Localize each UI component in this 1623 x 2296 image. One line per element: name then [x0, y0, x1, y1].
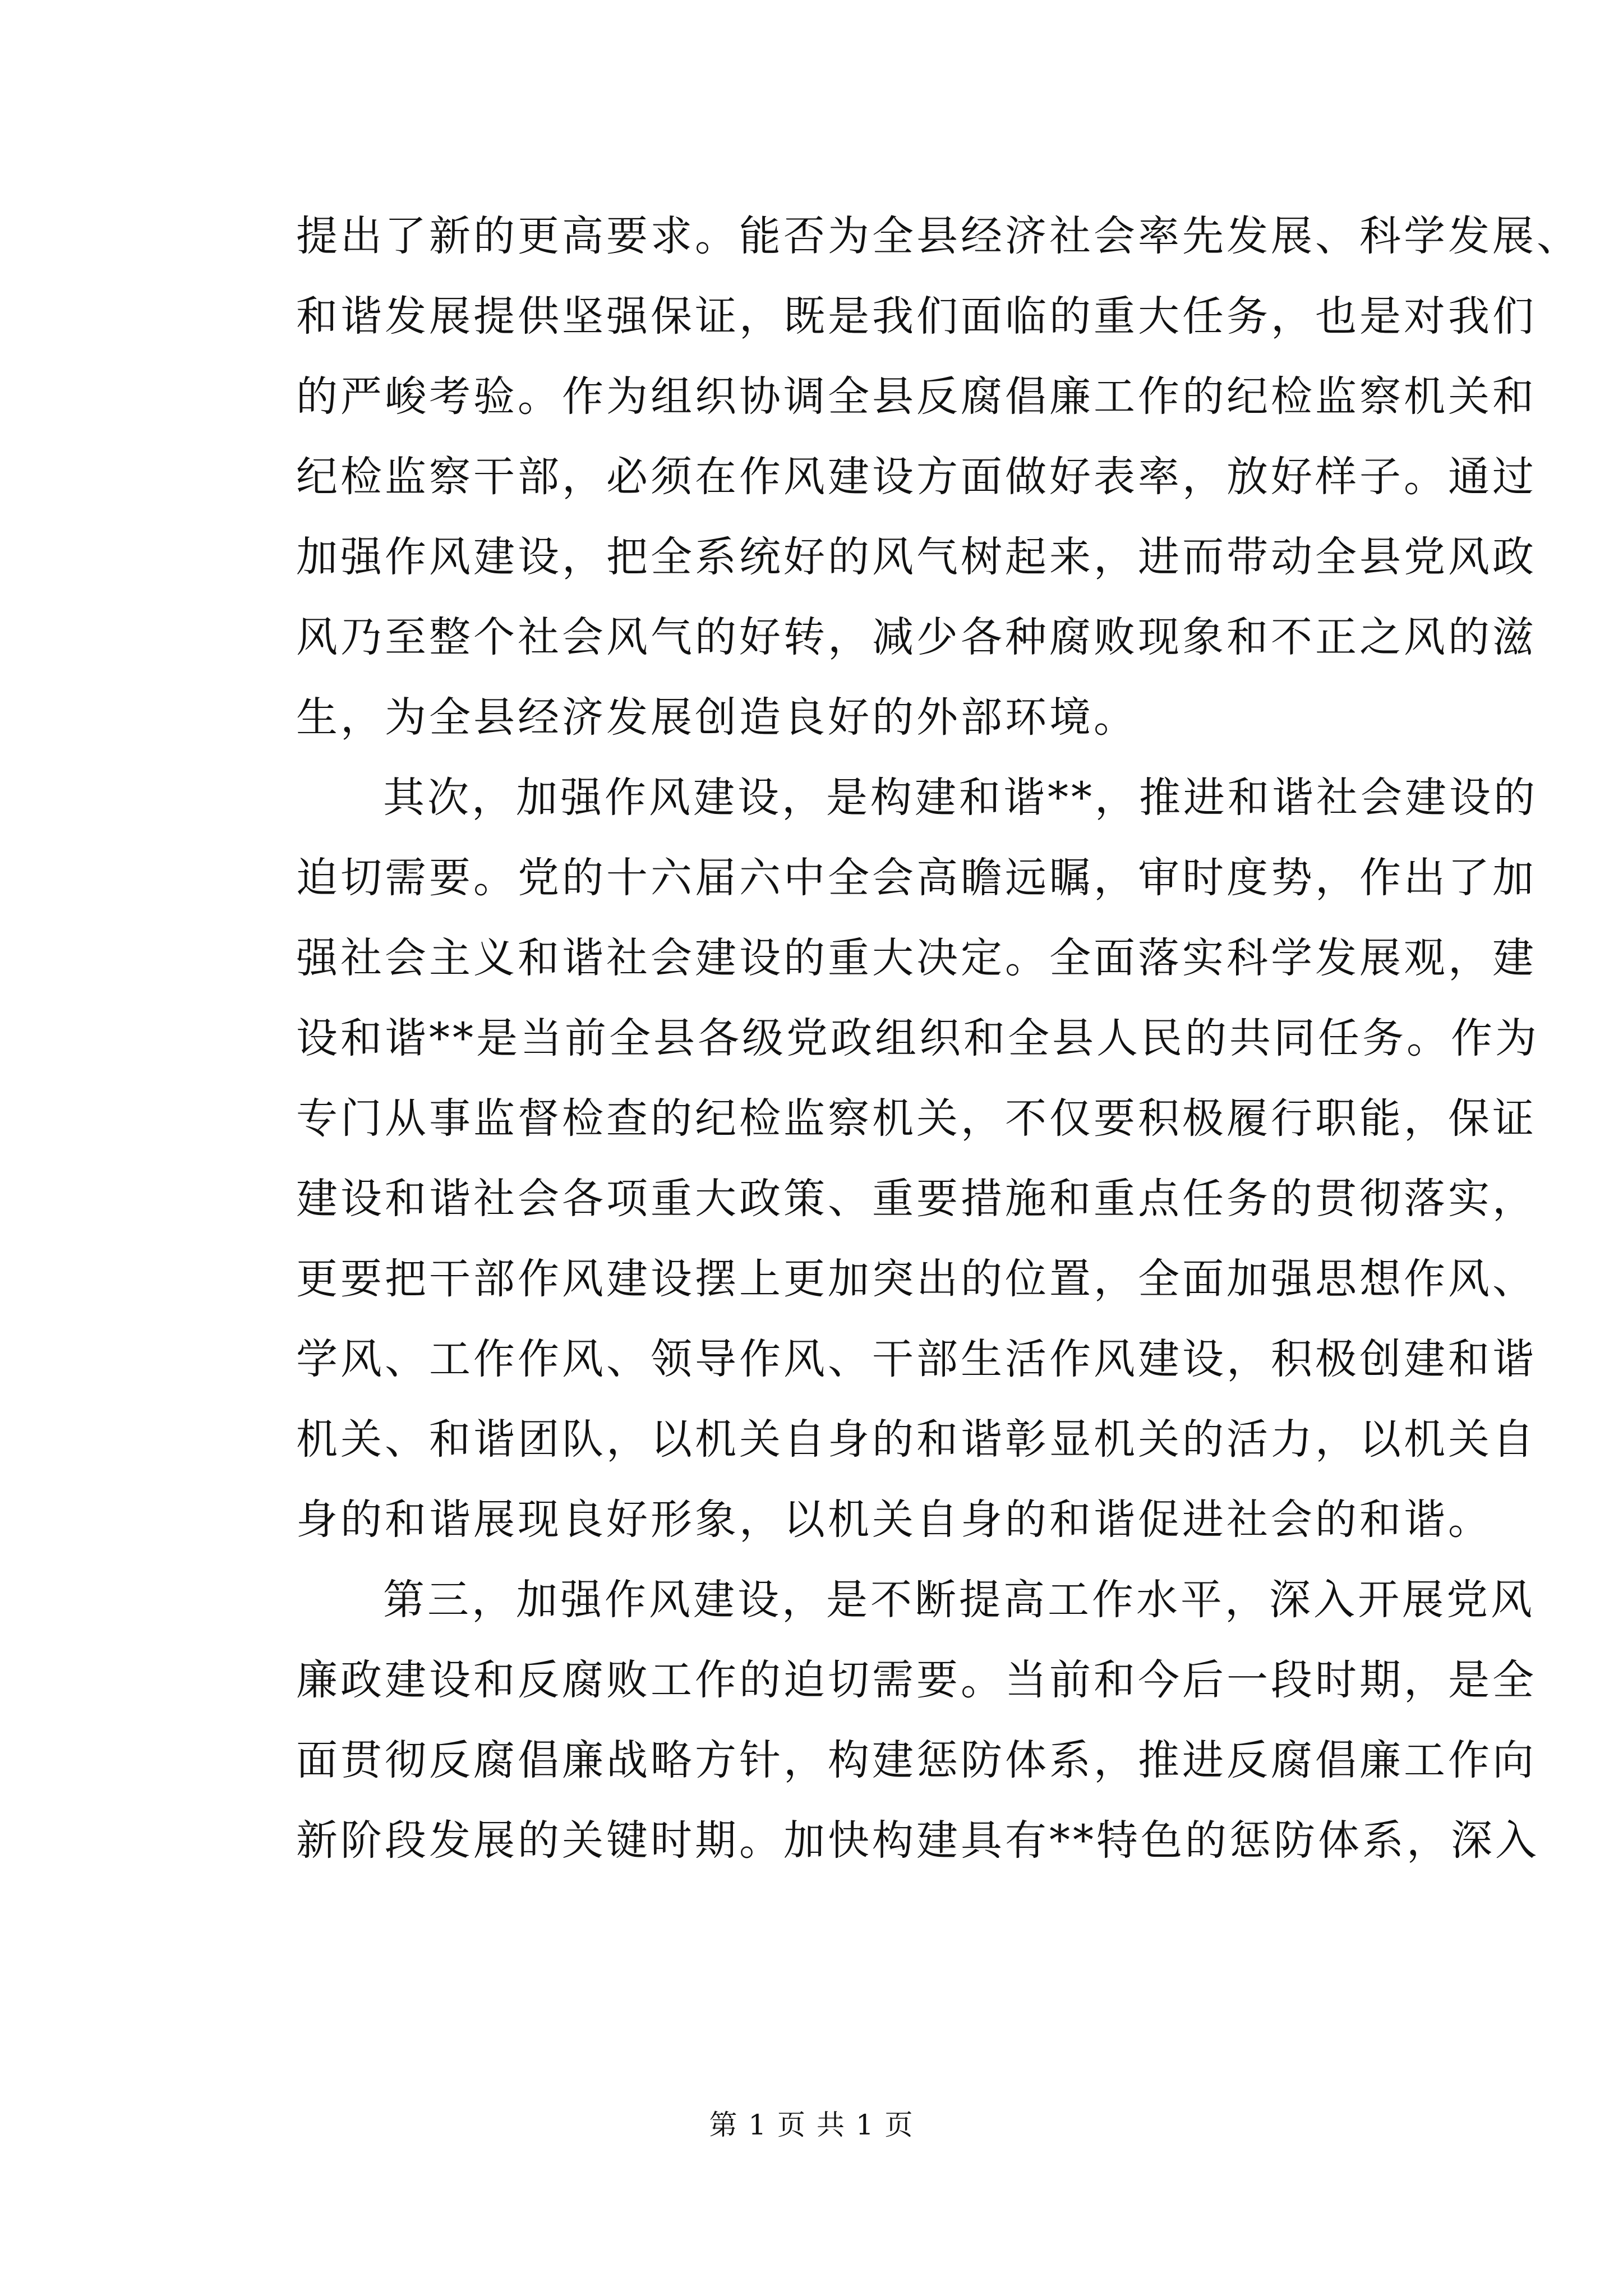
paragraph-2-line-8: 学风、工作作风、领导作风、干部生活作风建设，积极创建和谐 — [296, 1335, 1537, 1383]
paragraph-1-line-7: 生，为全县经济发展创造良好的外部环境。 — [296, 693, 1138, 742]
paragraph-2-line-9: 机关、和谐团队，以机关自身的和谐彰显机关的活力，以机关自 — [296, 1415, 1537, 1464]
paragraph-1-line-3: 的严峻考验。作为组织协调全县反腐倡廉工作的纪检监察机关和 — [296, 372, 1537, 421]
paragraph-1-line-4: 纪检监察干部，必须在作风建设方面做好表率，放好样子。通过 — [296, 453, 1537, 501]
page-number-footer: 第 1 页 共 1 页 — [709, 2109, 914, 2141]
paragraph-2-line-1: 其次，加强作风建设，是构建和谐**，推进和谐社会建设的 — [383, 774, 1538, 822]
paragraph-3-line-1: 第三，加强作风建设，是不断提高工作水平，深入开展党风 — [383, 1576, 1535, 1624]
paragraph-1-line-2: 和谐发展提供坚强保证，既是我们面临的重大任务，也是对我们 — [296, 292, 1537, 341]
paragraph-3-line-2: 廉政建设和反腐败工作的迫切需要。当前和今后一段时期，是全 — [296, 1656, 1537, 1704]
paragraph-3-line-4: 新阶段发展的关键时期。加快构建具有**特色的惩防体系，深入 — [296, 1816, 1539, 1865]
paragraph-2-line-4: 设和谐**是当前全县各级党政组织和全县人民的共同任务。作为 — [296, 1014, 1539, 1062]
paragraph-1-line-1: 提出了新的更高要求。能否为全县经济社会率先发展、科学发展、 — [296, 212, 1581, 260]
paragraph-2-line-2: 迫切需要。党的十六届六中全会高瞻远瞩，审时度势，作出了加 — [296, 854, 1537, 902]
document-body — [296, 196, 1581, 1881]
paragraph-2-line-5: 专门从事监督检查的纪检监察机关，不仅要积极履行职能，保证 — [296, 1094, 1537, 1143]
paragraph-1-line-5: 加强作风建设，把全系统好的风气树起来，进而带动全县党风政 — [296, 533, 1537, 581]
paragraph-3-line-3: 面贯彻反腐倡廉战略方针，构建惩防体系，推进反腐倡廉工作向 — [296, 1736, 1537, 1784]
paragraph-2-line-3: 强社会主义和谐社会建设的重大决定。全面落实科学发展观，建 — [296, 934, 1537, 982]
paragraph-1-line-6: 风乃至整个社会风气的好转，减少各种腐败现象和不正之风的滋 — [296, 613, 1537, 661]
paragraph-2-line-10: 身的和谐展现良好形象，以机关自身的和谐促进社会的和谐。 — [296, 1496, 1492, 1544]
paragraph-2-line-6: 建设和谐社会各项重大政策、重要措施和重点任务的贯彻落实， — [296, 1175, 1537, 1223]
paragraph-2-line-7: 更要把干部作风建设摆上更加突出的位置，全面加强思想作风、 — [296, 1255, 1537, 1303]
